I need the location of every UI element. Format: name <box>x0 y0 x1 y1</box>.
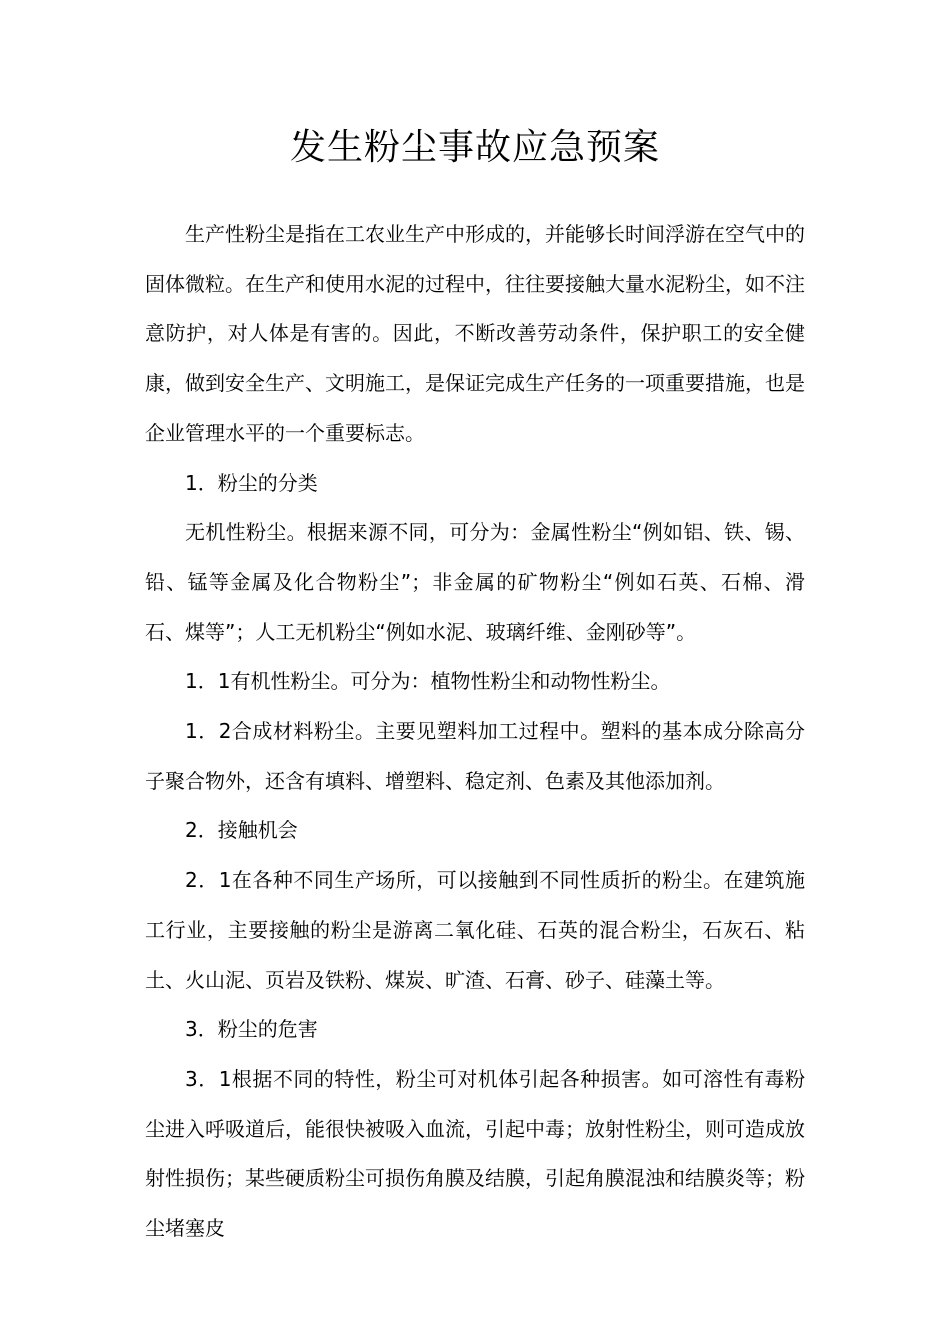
paragraph-exposure-sites: 2．1在各种不同生产场所，可以接触到不同性质折的粉尘。在建筑施工行业，主要接触的粉尘是游离二氧化硅、石英的混合粉尘，石灰石、粘土、火山泥、页岩及铁粉、煤炭、旷渣、石膏、砂子、硅藻土等。 <box>145 868 805 992</box>
document-title: 发生粉尘事故应急预案 <box>289 127 660 168</box>
heading-exposure: 2．接触机会 <box>185 818 298 843</box>
paragraph-organic-dust: 1．1有机性粉尘。可分为：植物性粉尘和动物性粉尘。 <box>185 669 671 694</box>
heading-dust-hazards: 3．粉尘的危害 <box>185 1017 318 1042</box>
paragraph-inorganic-dust: 无机性粉尘。根据来源不同，可分为：金属性粉尘“例如铝、铁、锡、铅、锰等金属及化合物粉尘”；非金属的矿物粉尘“例如石英、石棉、滑石、煤等”；人工无机粉尘“例如水泥、玻璃纤维、金刚砂等”。 <box>145 520 805 644</box>
paragraph-intro: 生产性粉尘是指在工农业生产中形成的，并能够长时间浮游在空气中的固体微粒。在生产和使用水泥的过程中，往往要接触大量水泥粉尘，如不注意防护，对人体是有害的。因此，不断改善劳动条件，保护职工的安全健康，做到安全生产、文明施工，是保证完成生产任务的一项重要措施，也是企业管理水平的一个重要标志。 <box>145 222 805 445</box>
document-body <box>145 210 805 1254</box>
paragraph-synthetic-dust: 1．2合成材料粉尘。主要见塑料加工过程中。塑料的基本成分除高分子聚合物外，还含有填料、增塑料、稳定剂、色素及其他添加剂。 <box>145 719 805 793</box>
heading-dust-classification: 1．粉尘的分类 <box>185 470 318 495</box>
paragraph-hazards-detail: 3．1根据不同的特性，粉尘可对机体引起各种损害。如可溶性有毒粉尘进入呼吸道后，能很快被吸入血流，引起中毒；放射性粉尘，则可造成放射性损伤；某些硬质粉尘可损伤角膜及结膜，引起角膜混浊和结膜炎等；粉尘堵塞皮 <box>145 1066 805 1241</box>
